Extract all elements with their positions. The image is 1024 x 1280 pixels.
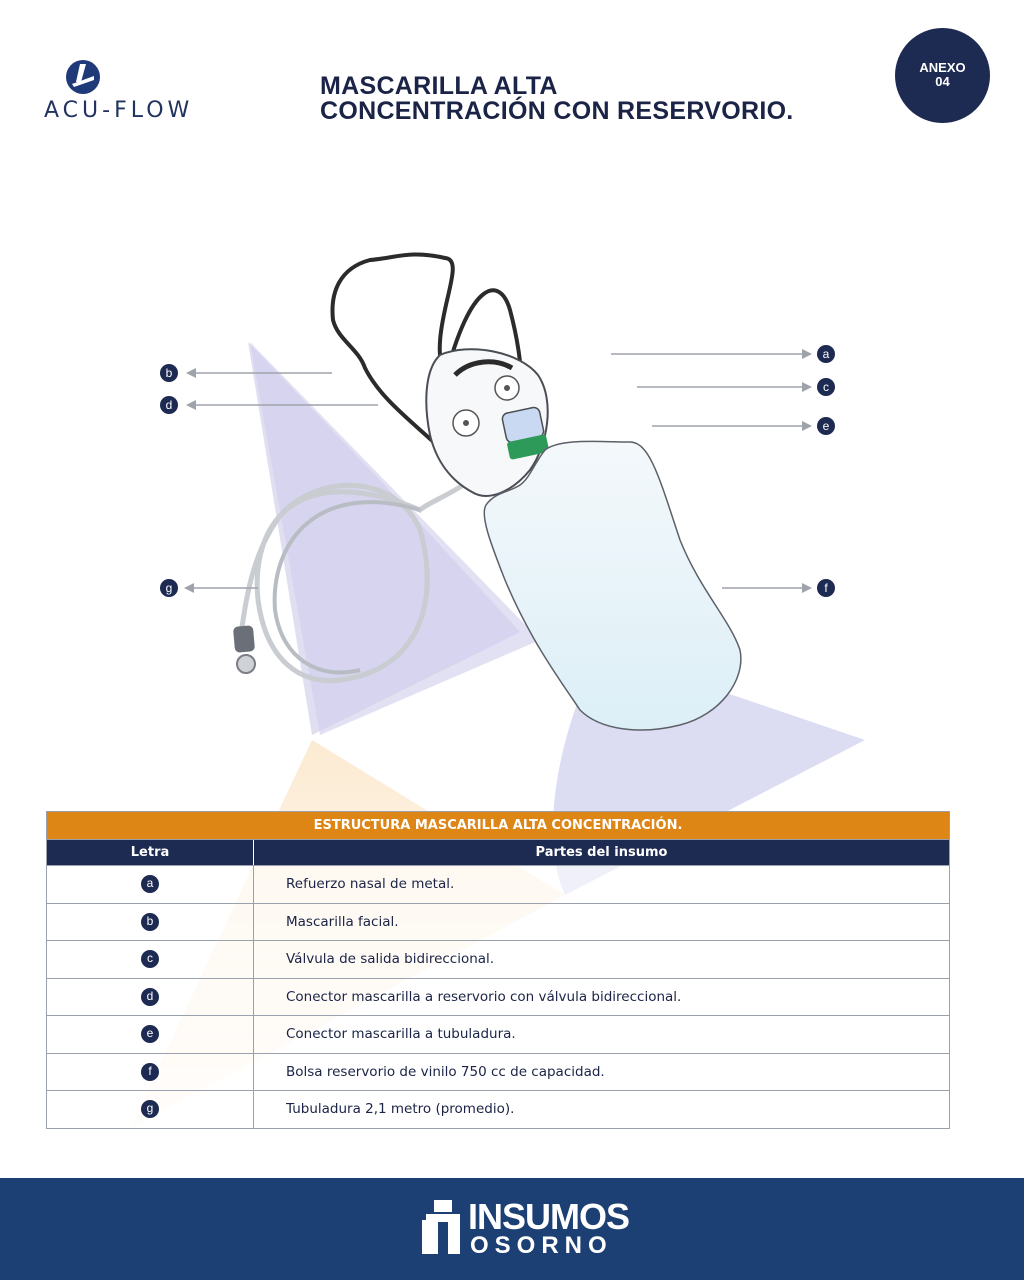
acu-flow-logo-icon bbox=[64, 58, 102, 96]
exhalation-valve-left bbox=[453, 410, 479, 436]
letter-badge: f bbox=[141, 1063, 159, 1081]
letter-badge: g bbox=[141, 1100, 159, 1118]
letter-badge: c bbox=[141, 950, 159, 968]
table-caption-row bbox=[47, 812, 950, 840]
part-description: Válvula de salida bidireccional. bbox=[254, 941, 950, 979]
parts-table bbox=[46, 811, 950, 1129]
table-row bbox=[47, 866, 950, 904]
part-description: Tubuladura 2,1 metro (promedio). bbox=[254, 1091, 950, 1129]
part-description: Bolsa reservorio de vinilo 750 cc de capacidad. bbox=[254, 1053, 950, 1091]
table-row bbox=[47, 1016, 950, 1054]
brand-name: ACU-FLOW bbox=[44, 98, 194, 123]
svg-text:d: d bbox=[165, 398, 173, 412]
insumos-osorno-logo-icon bbox=[422, 1200, 466, 1258]
svg-text:c: c bbox=[823, 380, 829, 394]
page-title bbox=[320, 74, 880, 124]
annex-number: 04 bbox=[935, 74, 950, 89]
footer-bar bbox=[0, 1178, 1024, 1280]
letter-badge: b bbox=[141, 913, 159, 931]
reservoir-bag bbox=[484, 441, 741, 730]
insumos-osorno-logo bbox=[422, 1196, 630, 1262]
part-description: Conector mascarilla a tubuladura. bbox=[254, 1016, 950, 1054]
acu-flow-logo bbox=[44, 56, 259, 128]
part-description: Refuerzo nasal de metal. bbox=[254, 866, 950, 904]
col-header-parts: Partes del insumo bbox=[254, 840, 950, 866]
tubing-connector bbox=[233, 625, 255, 653]
footer-brand-line-2: OSORNO bbox=[470, 1232, 613, 1259]
svg-text:b: b bbox=[165, 366, 173, 380]
annex-label: ANEXO bbox=[919, 60, 966, 75]
part-description: Conector mascarilla a reservorio con válvula bidireccional. bbox=[254, 978, 950, 1016]
callout-d bbox=[160, 396, 178, 414]
callout-b bbox=[160, 364, 178, 382]
svg-text:f: f bbox=[824, 581, 828, 595]
table-row bbox=[47, 978, 950, 1016]
callout-a bbox=[817, 345, 835, 363]
part-description: Mascarilla facial. bbox=[254, 903, 950, 941]
footer-brand-line-1: INSUMOS bbox=[468, 1196, 630, 1237]
svg-text:g: g bbox=[165, 581, 173, 595]
svg-text:a: a bbox=[822, 347, 830, 361]
callout-e bbox=[817, 417, 835, 435]
callout-f bbox=[817, 579, 835, 597]
letter-badge: d bbox=[141, 988, 159, 1006]
letter-badge: e bbox=[141, 1025, 159, 1043]
title-line-1: MASCARILLA ALTA bbox=[320, 72, 558, 100]
table-caption: ESTRUCTURA MASCARILLA ALTA CONCENTRACIÓN. bbox=[47, 812, 950, 840]
table-row bbox=[47, 941, 950, 979]
svg-text:e: e bbox=[822, 419, 830, 433]
table-row bbox=[47, 1091, 950, 1129]
exhalation-valve-right bbox=[495, 376, 519, 400]
col-header-letter: Letra bbox=[47, 840, 254, 866]
table-header-row bbox=[47, 840, 950, 866]
callout-c bbox=[817, 378, 835, 396]
annex-badge bbox=[895, 28, 990, 123]
table-row bbox=[47, 903, 950, 941]
title-line-2: CONCENTRACIÓN CON RESERVORIO. bbox=[320, 97, 794, 125]
table-row bbox=[47, 1053, 950, 1091]
callout-g bbox=[160, 579, 178, 597]
letter-badge: a bbox=[141, 875, 159, 893]
